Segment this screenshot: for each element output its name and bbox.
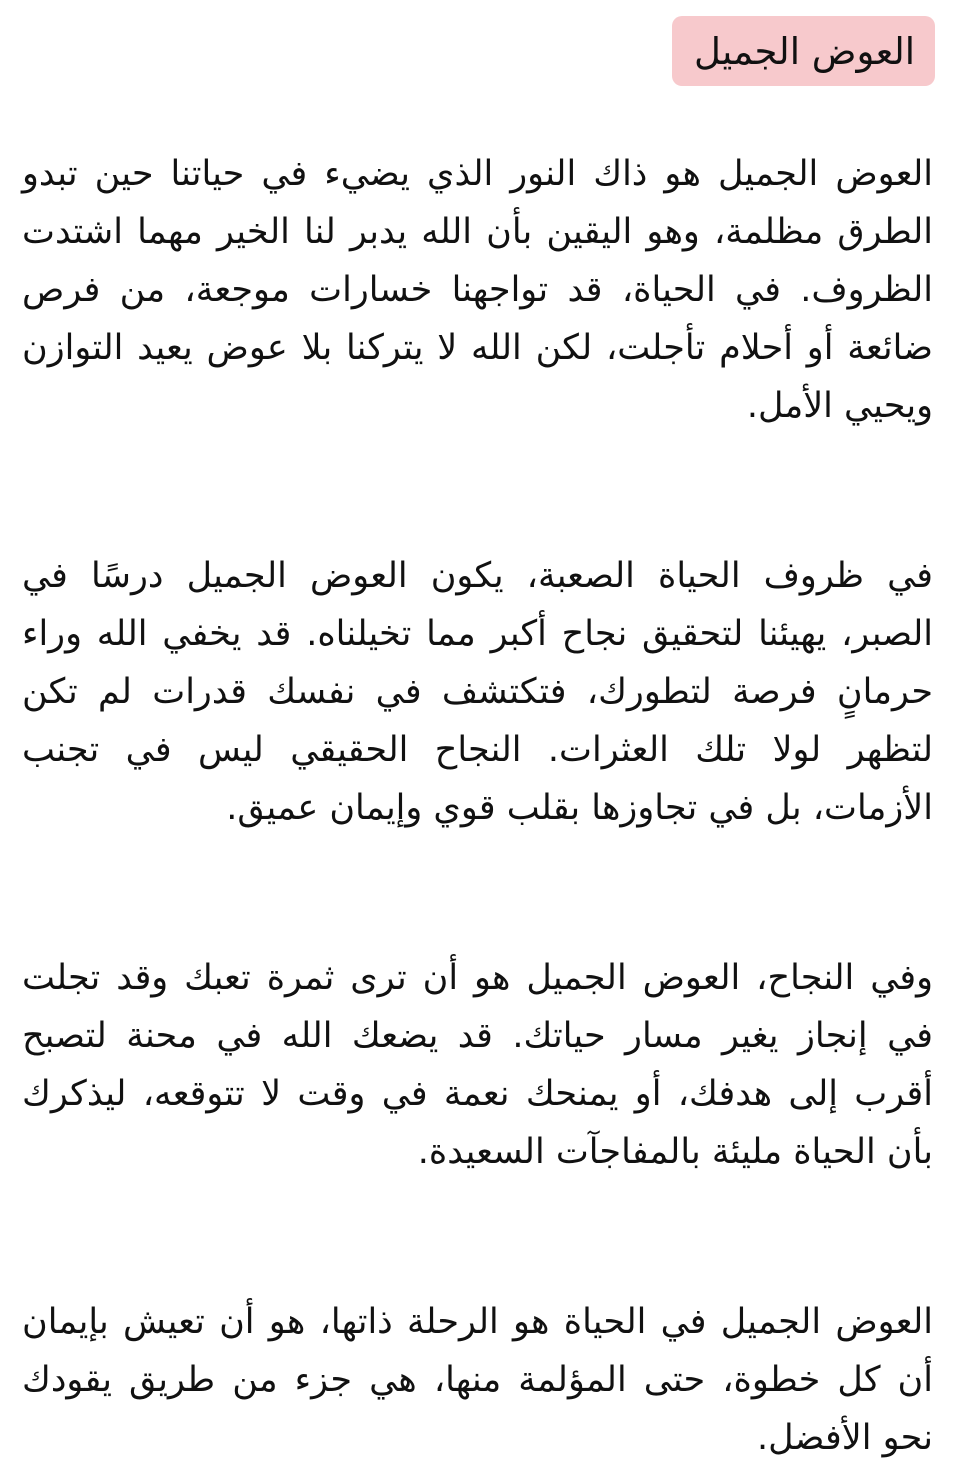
paragraph-2: في ظروف الحياة الصعبة، يكون العوض الجميل درسًا في الصبر، يهيئنا لتحقيق نجاح أكبر مما تخيلناه. قد يخفي الله وراء حرمانٍ فرصة لتطورك، فتكتشف في نفسك قدرات لم تكن لتظهر لولا تلك العثرات. النجاح الحقيقي ليس في تجنب الأزمات، بل في تجاوزها بقلب قوي وإيمان عميق. xyxy=(22,556,933,828)
article-body xyxy=(22,145,933,1467)
highlighted-title: العوض الجميل xyxy=(672,16,935,86)
paragraph-3: وفي النجاح، العوض الجميل هو أن ترى ثمرة تعبك وقد تجلت في إنجاز يغير مسار حياتك. قد يضعك الله في محنة لتصبح أقرب إلى هدفك، أو يمنحك نعمة في وقت لا تتوقعه، ليذكرك بأن الحياة مليئة بالمفاجآت السعيدة. xyxy=(22,958,933,1172)
paragraph-4: العوض الجميل في الحياة هو الرحلة ذاتها، هو أن تعيش بإيمان أن كل خطوة، حتى المؤلمة منها، هي جزء من طريق يقودك نحو الأفضل. xyxy=(22,1302,933,1458)
paragraph-1: العوض الجميل هو ذاك النور الذي يضيء في حياتنا حين تبدو الطرق مظلمة، وهو اليقين بأن الله يدبر لنا الخير مهما اشتدت الظروف. في الحياة، قد تواجهنا خسارات موجعة، من فرص ضائعة أو أحلام تأجلت، لكن الله لا يتركنا بلا عوض يعيد التوازن ويحيي الأمل. xyxy=(22,154,933,426)
title-container xyxy=(672,16,935,86)
